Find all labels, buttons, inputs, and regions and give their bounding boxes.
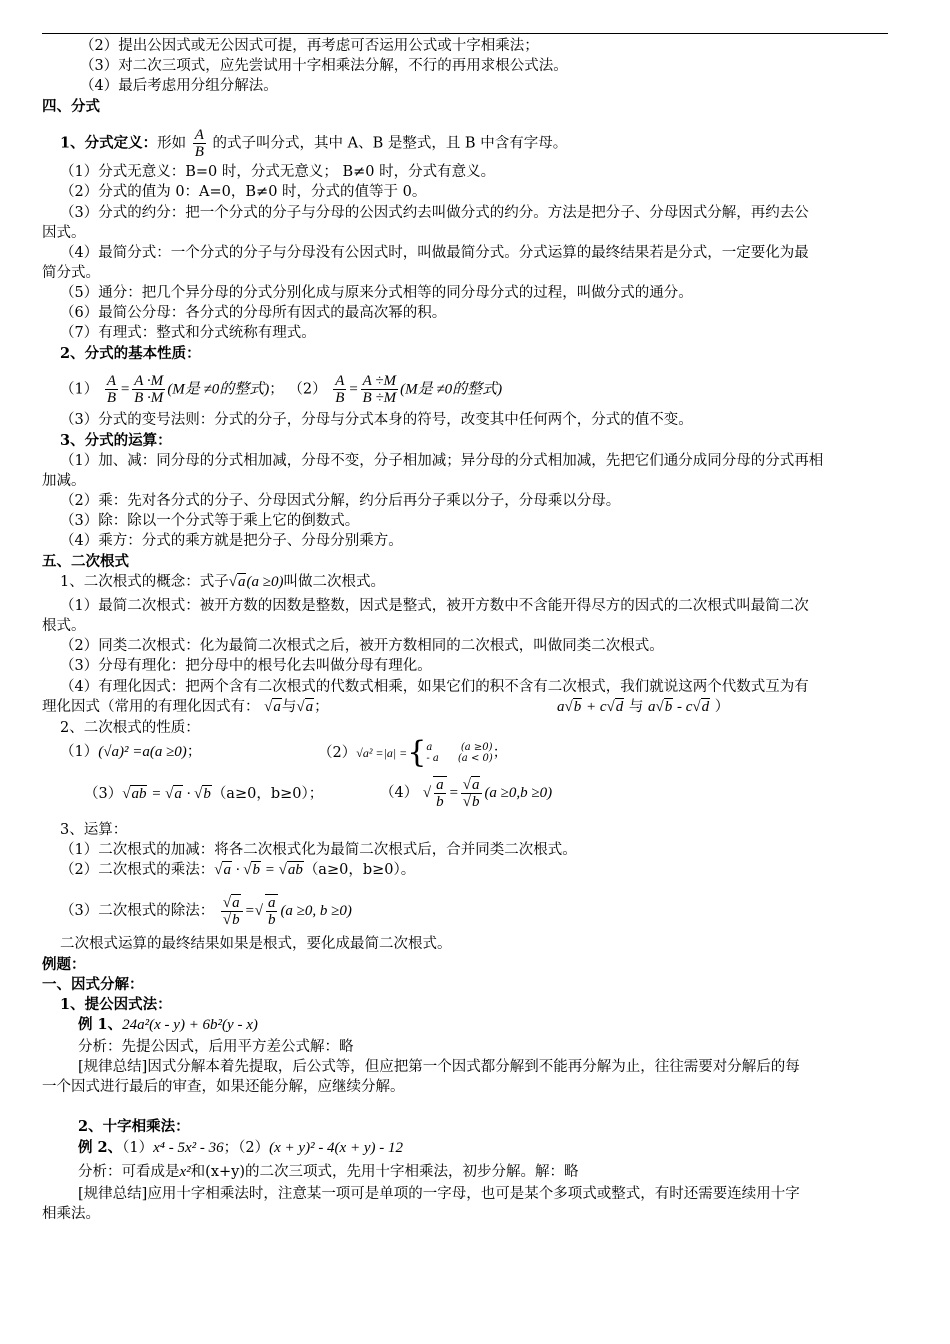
text: （2）二次根式的乘法： [60,862,215,878]
fraction-a-over-b: $\frac{a}{b}$ [433,776,447,810]
text-line: （2）同类二次根式：化为最简二次根式之后，被开方数相同的二次根式，叫做同类二次根式。 [60,638,664,654]
condition: (M是 ≠0的整式) [167,381,270,398]
item-label: （1） [60,744,99,760]
text-line: （4）有理化因式：把两个含有二次根式的代数式相乘，如果它们的积不含有二次根式，我们就说这两个代数式互为有 [60,679,809,695]
text-line: （3）除：除以一个分式等于乘上它的倒数式。 [60,513,360,529]
formula: 24a²(x - y) + 6b²(y - x) [122,1017,258,1033]
denominator: B [106,390,117,406]
section-heading: 四、分式 [42,98,100,115]
text-line: （1）加、减：同分母的分式相加减，分母不变，分子相加减；异分母的分式相加减，先把它们通分成同分母的分式再相 [60,453,824,469]
subsection-heading: 2、十字相乘法： [78,1118,190,1135]
example-label: 例 1、 [78,1016,123,1033]
brace: { [407,735,427,770]
sqrt-sign: √ [422,785,432,801]
sqrt-a: √a [296,699,314,715]
root-division [60,894,910,928]
text: 理化因式（常用的有理化因式有： [42,699,260,715]
text: 形如 [157,135,187,152]
root-property-2 [318,735,638,770]
fraction-sqrt-a-over-sqrt-b: $\frac{√a}{√b}$ [221,895,243,928]
example-1 [78,1015,928,1035]
separator: ； [314,699,329,715]
numerator: A [335,373,345,389]
sqrt-a: √a [264,699,281,715]
condition: (a ≥0) [246,574,284,590]
formula: √a² =|a| = [356,746,408,760]
sqrt-sign: √ [254,903,263,919]
item-label: ；（2） [223,1140,270,1156]
formula: (√a)² =a(a ≥0) [98,744,187,760]
rationalizing-pair [557,697,887,717]
formula: √a · √b = √ab [214,862,303,878]
item-label: （2） [288,381,327,398]
text-line: （2）提出公因式或无公因式可提，再考虑可否运用公式或十字相乘法； [80,38,539,54]
fraction-definition [60,127,910,160]
expr-a-sqrt-b-minus: a√b - c√d [647,699,710,715]
condition: （a≥0，b≥0）。 [303,862,416,878]
condition: (a ≥0, b ≥0) [280,903,352,919]
formula: x⁴ - 5x² - 36 [153,1140,224,1156]
text-line: 相乘法。 [42,1206,100,1222]
numerator: A ·M [132,373,165,390]
text-line: （3）对二次三项式，应先尝试用十字相乘法分解，不行的再用求根公式法。 [80,58,568,74]
condition: (M是 ≠0的整式) [400,381,503,398]
text-line: （5）通分：把几个异分母的分式分别化成与原来分式相等的同分母分式的过程，叫做分式的通分。 [60,285,693,301]
text-line: 根式。 [42,618,86,634]
text-line: [规律总结]应用十字相乘法时，注意某一项可是单项的一字母，也可是某个多项式或整式，有时还需要连续用十字 [78,1186,800,1202]
text-line: （7）有理式：整式和分式统称有理式。 [60,325,316,341]
root-property-3 [84,784,384,804]
text-line: 简分式。 [42,265,100,281]
fraction-am-bm [132,373,165,406]
definition-label: 1、分式定义： [60,134,158,152]
text-line: （1）二次根式的加减：将各二次根式化为最简二次根式后，合并同类二次根式。 [60,842,577,858]
condition: （a≥0，b≥0）； [211,786,324,802]
denominator: B ÷M [362,390,397,406]
text-line: （3）分式的约分：把一个分式的分子与分母的公因式约去叫做分式的约分。方法是把分子、分母因式分解，再约去公 [60,205,809,221]
fraction-sqrt-a-over-sqrt-b: $\frac{√a}{√b}$ [461,777,483,810]
numerator: A ÷M [361,373,399,390]
condition: (a ≥0,b ≥0) [484,785,553,801]
numerator: A [106,373,117,389]
text: 的式子叫分式，其中 A、B 是整式，且 B 中含有字母。 [212,135,568,152]
text-line: （1）分式无意义：B=0 时，分式无意义； B≠0 时，分式有意义。 [60,164,496,180]
text-line: （2）分式的值为 0：A=0，B≠0 时，分式的值等于 0。 [60,184,427,200]
text-line: 加减。 [42,473,86,489]
text: 分析：可看成是 [78,1164,180,1180]
text-line: （3）分母有理化：把分母中的根号化去叫做分母有理化。 [60,658,432,674]
fraction-adm-bdm [361,373,399,406]
text-line: 二次根式运算的最终结果如果是根式，要化成最简二次根式。 [60,936,452,952]
fraction-a-b [333,373,346,406]
equals: = [448,785,459,801]
formula: √ab = √a · √b [122,786,211,802]
text: 叫做二次根式。 [283,574,385,590]
text-line: （3）分式的变号法则：分式的分子，分母与分式本身的符号，改变其中任何两个，分式的值不变。 [60,412,693,428]
example-2 [78,1138,928,1158]
fraction-property-line [60,373,910,406]
text-line: 因式。 [42,225,86,241]
text-line: 分析：先提公因式，后用平方差公式解：略 [78,1039,354,1055]
text: 1、二次根式的概念：式子 [60,574,229,590]
text-line: 一个因式进行最后的审查，如果还能分解，应继续分解。 [42,1079,405,1095]
sqrt-a: √a [228,574,246,590]
section-heading: 五、二次根式 [42,553,129,570]
expr-a-sqrt-b-plus: a√b + c√d [557,699,624,715]
equals: = [244,903,255,919]
section-heading: 一、因式分解： [42,976,144,993]
cases: a (a ≥0) - a (a < 0) [426,742,493,764]
root-property-4 [380,776,680,810]
separator: ； [492,745,508,761]
denominator: B [335,390,345,406]
text: 和(x+y)的二次三项式，先用十字相乘法，初步分解。解：略 [190,1164,579,1180]
formula: (x + y)² - 4(x + y) - 12 [269,1140,403,1156]
and-word: 与 [628,699,644,715]
subsection-heading: 3、运算： [60,822,128,838]
text: （3）二次根式的除法： [60,903,215,919]
item-label: （3） [84,786,123,802]
subsection-heading: 3、分式的运算： [60,432,172,449]
formula: x² [179,1164,191,1180]
separator: ； [186,744,202,760]
header-rule [42,33,888,34]
text-line: （4）最简分式：一个分式的分子与分母没有公因式时，叫做最简分式。分式运算的最终结果若是分式，一定要化为最 [60,245,809,261]
text-line: （4）最后考虑用分组分解法。 [80,78,278,94]
fraction-a-over-b: $\frac{a}{b}$ [265,894,279,928]
numerator: A [194,127,204,143]
root-multiplication [60,860,910,880]
root-definition [60,572,910,592]
and-word: 与 [281,699,297,715]
subsection-heading: 1、提公因式法： [60,996,172,1013]
text-line: （2）乘：先对各分式的分子、分母因式分解，约分后再分子乘以分子，分母乘以分母。 [60,493,621,509]
section-heading: 例题： [42,956,86,973]
item-label: （1） [60,381,99,398]
equals: = [348,381,359,398]
denominator: B [194,144,204,160]
text-line: （1）最简二次根式：被开方数的因数是整数，因式是整式，被开方数中不含能开得尽方的因式的二次根式叫最简二次 [60,598,809,614]
example-label: 例 2、 [78,1139,123,1156]
subsection-heading: 2、二次根式的性质： [60,720,200,736]
text-line: （6）最简公分母：各分式的分母所有因式的最高次幂的积。 [60,305,447,321]
separator: ； [269,381,284,398]
example-2-analysis [78,1162,928,1182]
text-line: （4）乘方：分式的乘方就是把分子、分母分别乘方。 [60,533,403,549]
root-property-1 [60,742,320,762]
denominator: B ·M [134,390,164,406]
fraction-formula [193,127,206,160]
close-paren: ） [714,699,730,715]
equals: = [120,381,131,398]
text-line: [规律总结]因式分解本着先提取，后公式等，但应把第一个因式都分解到不能再分解为止，往往需要对分解后的每 [78,1059,800,1075]
item-label: （2） [318,745,357,761]
fraction-a-b [105,373,118,406]
item-label: （4） [380,785,419,801]
subsection-heading: 2、分式的基本性质： [60,345,201,362]
item-label: （1） [122,1140,154,1156]
